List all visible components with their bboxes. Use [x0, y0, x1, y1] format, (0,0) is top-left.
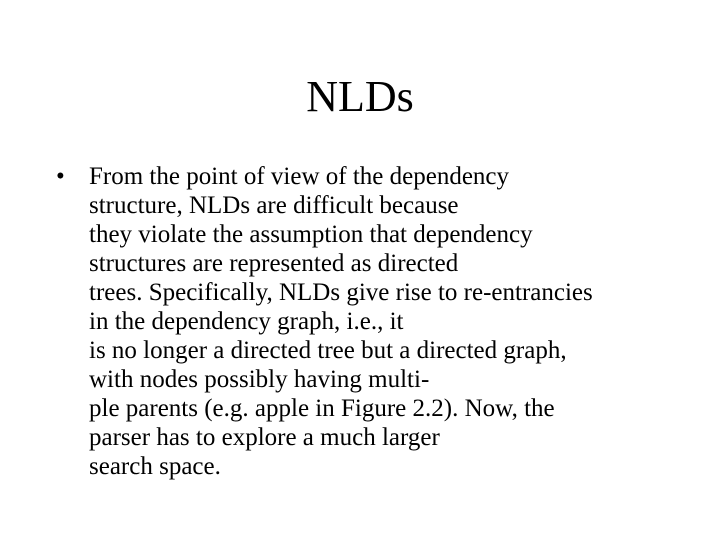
- bullet-text-line: in the dependency graph, i.e., it: [89, 308, 404, 335]
- bullet-marker: •: [56, 163, 65, 190]
- bullet-text-line: trees. Specifically, NLDs give rise to re-entrancies: [89, 279, 593, 306]
- bullet-text: [89, 162, 689, 481]
- bullet-text-line: is no longer a directed tree but a directed graph,: [89, 337, 567, 364]
- bullet-text-line: search space.: [89, 453, 221, 480]
- bullet-text-line: structure, NLDs are difficult because: [89, 192, 459, 219]
- bullet-text-line: From the point of view of the dependency: [89, 163, 510, 190]
- bullet-text-line: they violate the assumption that dependency: [89, 221, 533, 248]
- slide-title: NLDs: [306, 72, 414, 121]
- bullet-text-line: with nodes possibly having multi-: [89, 366, 430, 393]
- bullet-text-line: ple parents (e.g. apple in Figure 2.2). Now, the: [89, 395, 555, 422]
- bullet-text-line: structures are represented as directed: [89, 250, 459, 277]
- bullet-text-line: parser has to explore a much larger: [89, 424, 440, 451]
